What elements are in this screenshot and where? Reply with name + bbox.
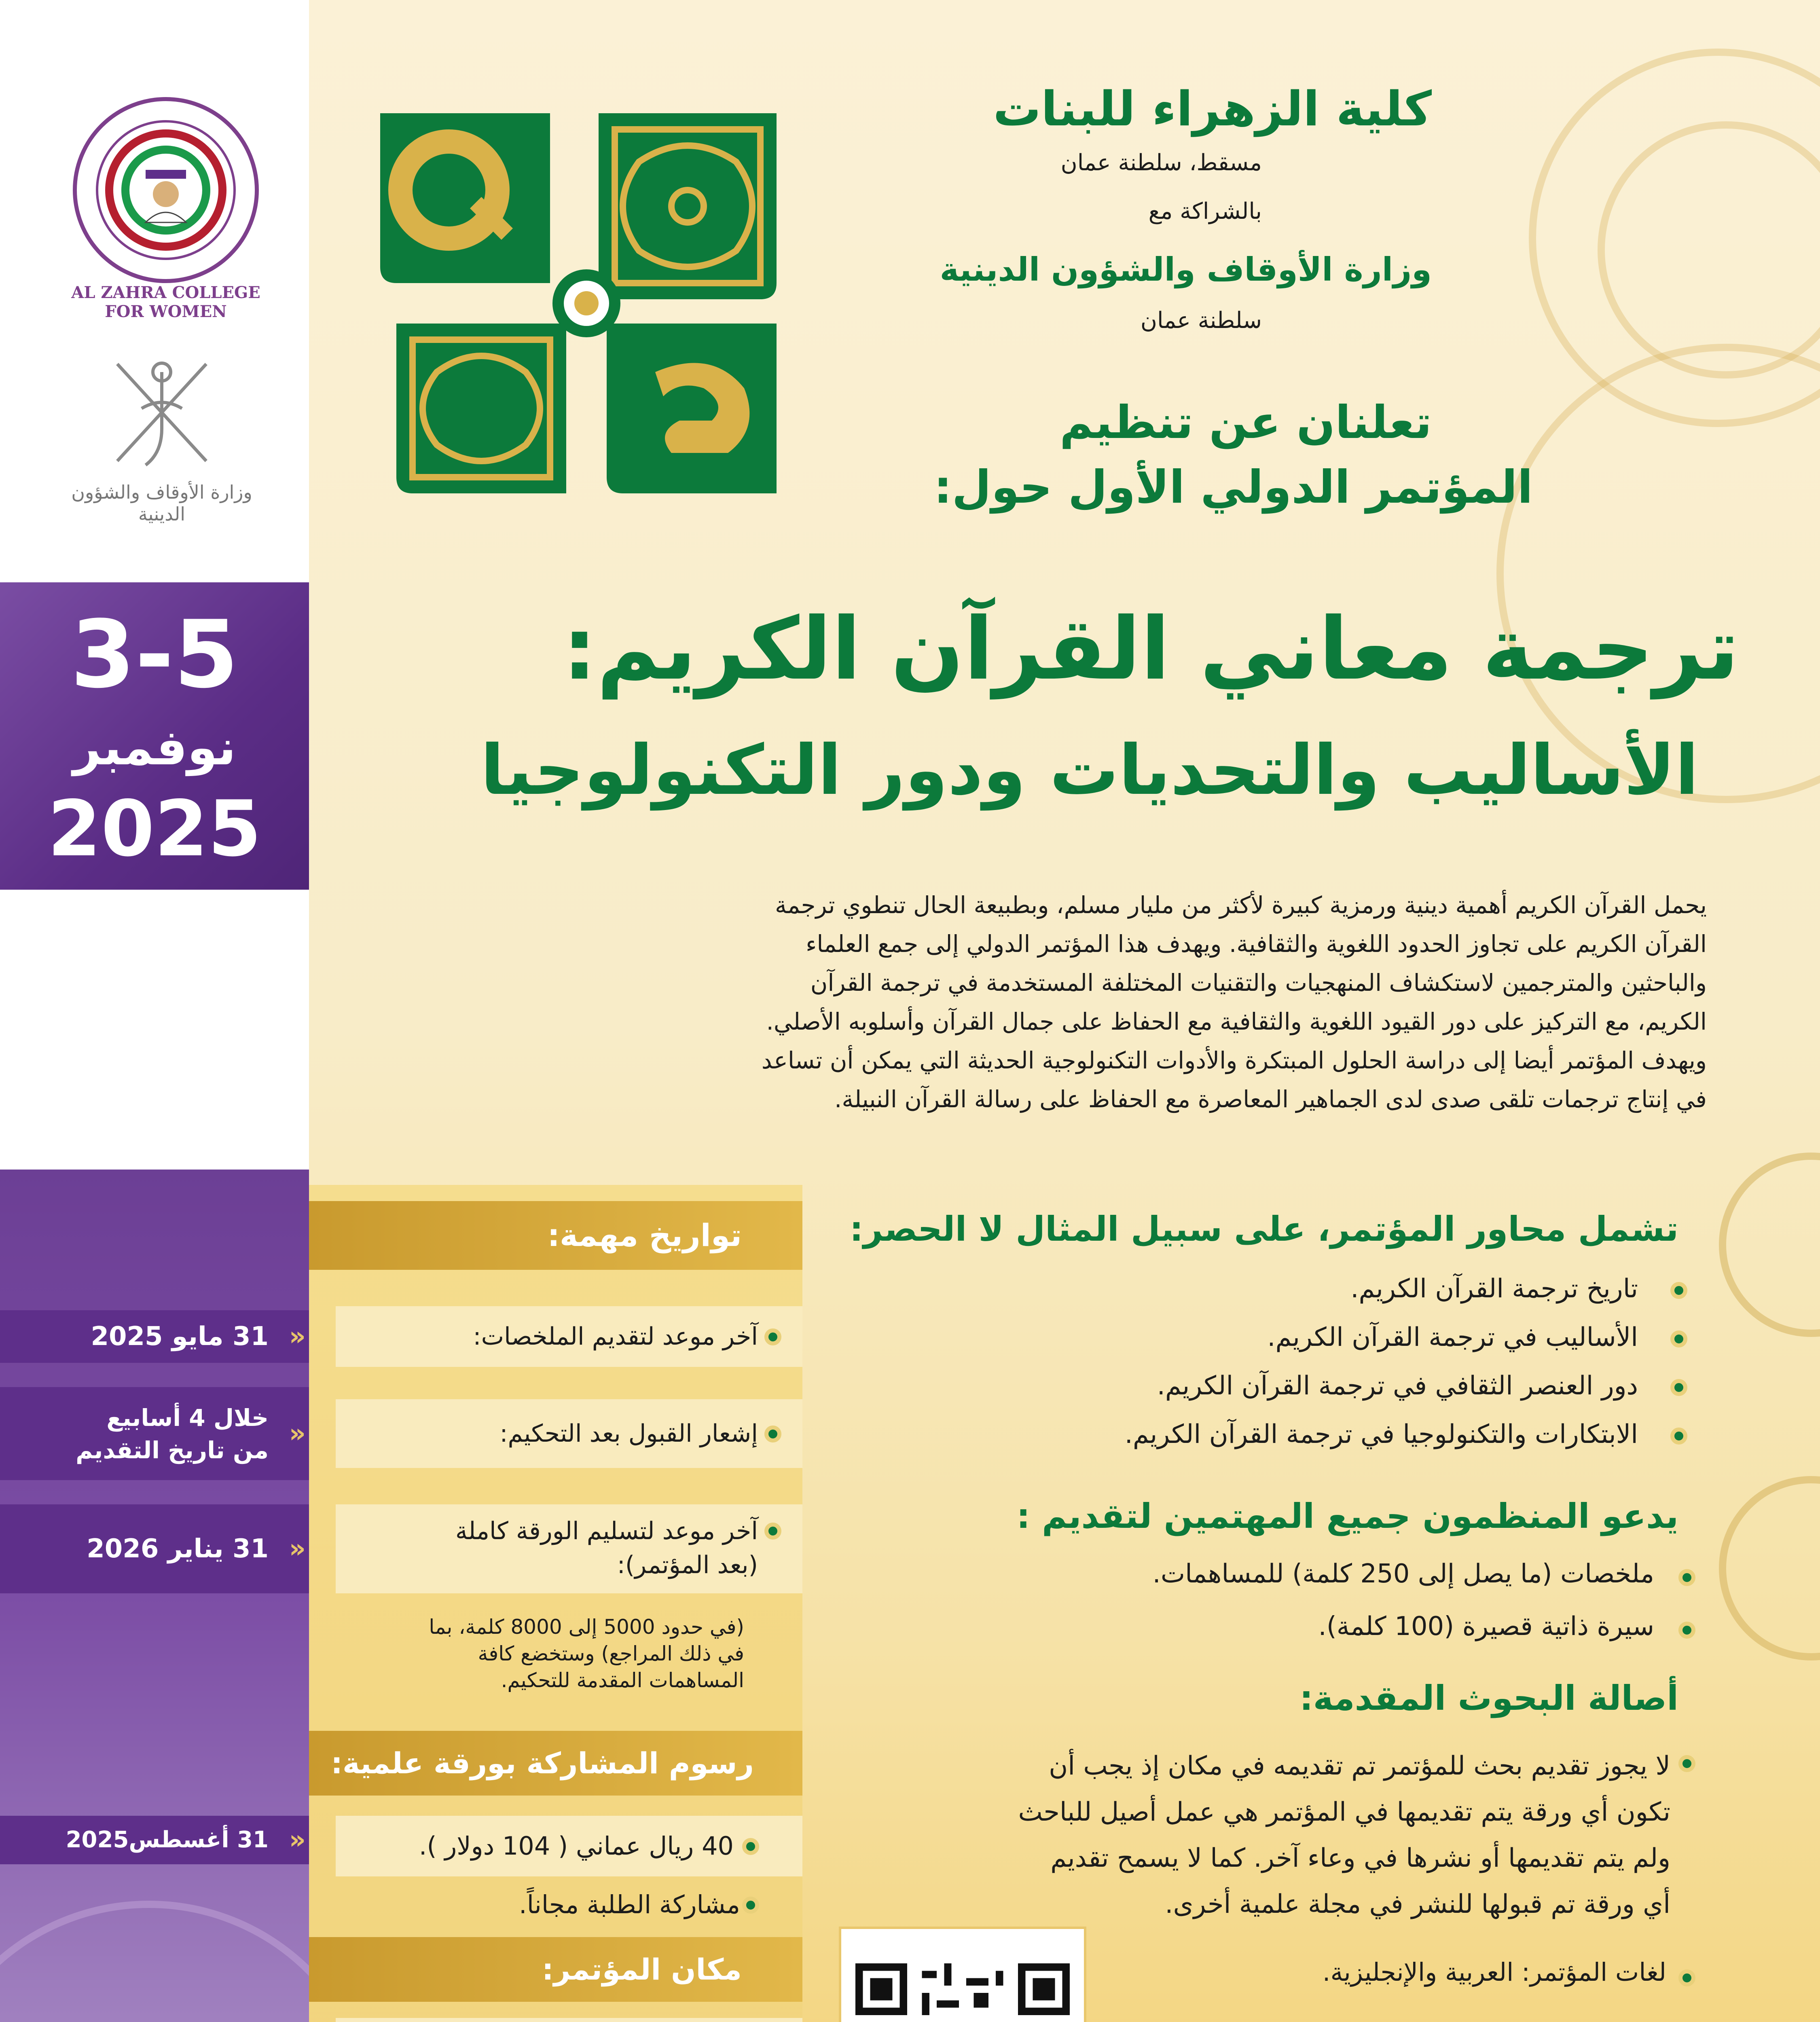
date-pill-fees: [0, 1816, 309, 1864]
bullet-icon: [1670, 1330, 1687, 1347]
chevron-left-icon: «: [289, 1322, 306, 1352]
date-row-label: آخر موعد لتسليم الورقة كاملة: [455, 1517, 758, 1545]
theme-item: الأساليب في ترجمة القرآن الكريم.: [1267, 1322, 1638, 1352]
fullpaper-note: [336, 1614, 744, 1694]
date-pill-text: 31 أغسطس2025: [66, 1827, 269, 1853]
date-pill-text: 31 يناير 2026: [87, 1534, 269, 1564]
announce-line-2: المؤتمر الدولي الأول حول:: [933, 461, 1533, 514]
bullet-icon: [764, 1426, 781, 1442]
originality-line: لا يجوز تقديم بحث للمؤتمر تم تقديمه في مكان إذ يجب أن: [1049, 1751, 1670, 1781]
intro-line: في إنتاج ترجمات تلقى صدى لدى الجماهير المعاصرة مع الحفاظ على رسالة القرآن النبيلة.: [834, 1085, 1707, 1113]
intro-line: يحمل القرآن الكريم أهمية دينية ورمزية كبيرة لأكثر من مليار مسلم، وبطبيعة الحال تنطوي ترجمة: [775, 891, 1707, 919]
fee-row-students: [336, 1880, 740, 1929]
note-line: (في حدود 5000 إلى 8000 كلمة، بما: [429, 1615, 744, 1639]
themes-heading: تشمل محاور المؤتمر، على سبيل المثال لا الحصر:: [849, 1209, 1678, 1249]
fee-text: مشاركة الطلبة مجاناً.: [519, 1890, 740, 1919]
oman-emblem: [101, 348, 222, 477]
date-row-fullpaper: [336, 1504, 802, 1593]
chevron-left-icon: «: [289, 1419, 306, 1449]
bullet-icon: [1670, 1379, 1687, 1396]
bullet-icon: [764, 1523, 781, 1540]
intro-paragraph: [340, 886, 1707, 1119]
date-pill-text: خلال 4 أسابيع: [106, 1404, 269, 1432]
date-row-abstracts: [336, 1306, 802, 1367]
bullet-icon: [1678, 1969, 1695, 1986]
bullet-icon: [1678, 1755, 1695, 1772]
bullet-icon: [1678, 1622, 1695, 1639]
date-row-acceptance: [336, 1399, 802, 1468]
call-heading: يدعو المنظمون جميع المهتمين لتقديم :: [1016, 1496, 1678, 1536]
title-line-1: ترجمة معاني القرآن الكريم:: [562, 599, 1739, 699]
date-pill-fullpaper: [0, 1504, 309, 1593]
date-row-label: إشعار القبول بعد التحكيم:: [499, 1419, 758, 1448]
theme-item: تاريخ ترجمة القرآن الكريم.: [1350, 1274, 1638, 1304]
college-logo-caption: AL ZAHRA COLLEGE FOR WOMEN: [71, 283, 260, 321]
date-month: نوفمبر: [73, 720, 236, 776]
bullet-icon: [742, 1897, 759, 1914]
call-item: سيرة ذاتية قصيرة (100 كلمة).: [1318, 1612, 1654, 1641]
qr-code[interactable]: [855, 1949, 1070, 2022]
date-row-label: (بعد المؤتمر):: [617, 1551, 758, 1579]
college-logo: [69, 89, 263, 299]
originality-line: ولم يتم تقديمها أو نشرها في وعاء آخر. كما لا يسمح تقديم: [1050, 1843, 1670, 1873]
date-year: 2025: [47, 784, 262, 874]
ministry-location: سلطنة عمان: [1140, 307, 1262, 334]
title-line-2: الأساليب والتحديات ودور التكنولوجيا: [480, 730, 1699, 810]
venue-row: [336, 2018, 802, 2022]
date-pill-acceptance: [0, 1387, 309, 1480]
intro-line: ويهدف المؤتمر أيضا إلى دراسة الحلول المبتكرة والأدوات التكنولوجية الحديثة التي يمكن أن تساعد: [761, 1047, 1707, 1074]
chevron-left-icon: «: [289, 1534, 306, 1564]
date-days: 3-5: [70, 601, 239, 709]
originality-line: أي ورقة تم قبولها للنشر في مجلة علمية أخرى.: [1165, 1889, 1670, 1919]
intro-line: القرآن الكريم على تجاوز الحدود اللغوية والثقافية. ويهدف هذا المؤتمر الدولي إلى جمع العلماء: [806, 930, 1707, 958]
fees-heading: رسوم المشاركة بورقة علمية:: [309, 1731, 802, 1796]
college-name: كلية الزهراء للبنات: [993, 81, 1432, 137]
ministry-logo-caption: وزارة الأوقاف والشؤون الدينية: [71, 481, 252, 525]
bullet-icon: [764, 1328, 781, 1345]
ministry-name: وزارة الأوقاف والشؤون الدينية: [940, 251, 1432, 288]
date-pill-abstracts: [0, 1310, 309, 1363]
bullet-icon: [742, 1838, 759, 1855]
partnership-label: بالشراكة مع: [1148, 198, 1262, 224]
important-dates-heading: تواريخ مهمة:: [309, 1201, 802, 1270]
originality-paragraph: [825, 1743, 1670, 1927]
intro-line: والباحثين والمترجمين لاستكشاف المنهجيات والتقنيات المختلفة المستخدمة في ترجمة القرآن: [810, 969, 1707, 996]
note-line: المساهمات المقدمة للتحكيم.: [501, 1669, 744, 1692]
theme-item: دور العنصر الثقافي في ترجمة القرآن الكريم.: [1157, 1371, 1638, 1401]
originality-line: تكون أي ورقة يتم تقديمها في المؤتمر هي عمل أصيل للباحث: [1018, 1797, 1670, 1827]
fee-row-amount: [336, 1816, 802, 1876]
theme-item: الابتكارات والتكنولوجيا في ترجمة القرآن الكريم.: [1124, 1419, 1638, 1449]
announce-line-1: تعلنان عن تنظيم: [1059, 396, 1432, 449]
date-pill-text: من تاريخ التقديم: [76, 1436, 269, 1464]
conference-languages: لغات المؤتمر: العربية والإنجليزية.: [1322, 1957, 1666, 1987]
chevron-left-icon: «: [289, 1825, 306, 1855]
conference-q-logo: [380, 97, 793, 510]
left-purple-column: [0, 1170, 309, 2022]
fee-text: 40 ريال عماني ( 104 دولار ).: [419, 1831, 734, 1861]
intro-line: الكريم، مع التركيز على دور القيود اللغوية والثقافية مع الحفاظ على جمال القرآن وأسلوبه الأصلي.: [766, 1008, 1707, 1035]
venue-heading: مكان المؤتمر:: [309, 1937, 802, 2002]
date-row-label: آخر موعد لتقديم الملخصات:: [473, 1322, 758, 1351]
bullet-icon: [1678, 1569, 1695, 1586]
college-location: مسقط، سلطنة عمان: [1060, 150, 1262, 176]
bullet-icon: [1670, 1428, 1687, 1445]
date-pill-text: 31 مايو 2025: [91, 1322, 269, 1352]
originality-heading: أصالة البحوث المقدمة:: [1299, 1678, 1678, 1718]
note-line: في ذلك المراجع) وستخضع كافة: [478, 1642, 744, 1665]
bullet-icon: [1670, 1282, 1687, 1299]
call-item: ملخصات (ما يصل إلى 250 كلمة) للمساهمات.: [1152, 1559, 1654, 1589]
